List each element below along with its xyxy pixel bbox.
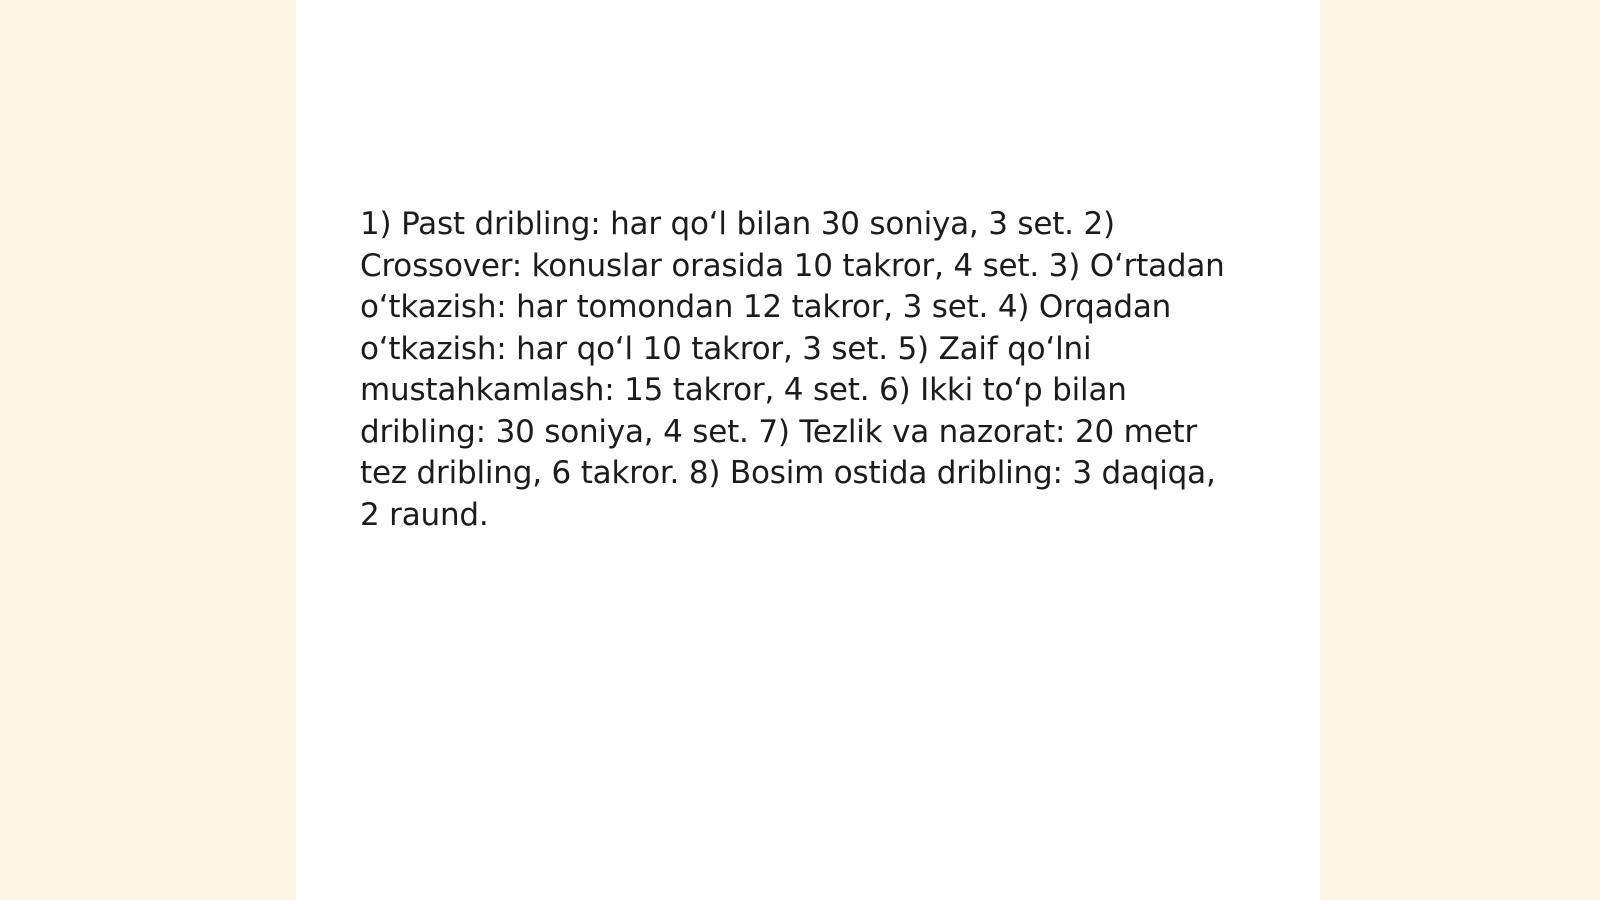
drill-list-paragraph: 1) Past dribling: har qo‘l bilan 30 soniya, 3 set. 2) Crossover: konuslar orasida 10 takror, 4 set. 3) O‘rtadan o‘tkazish: har tomondan 12 takror, 3 set. 4) Orqadan o‘tkazish: har qo‘l 10 takror, 3 set. 5) Zaif qo‘lni mustahkamlash: 15 takror, 4 set. 6) Ikki to‘p bilan dribling: 30 soniya, 4 set. 7) Tezlik va nazorat: 20 metr tez dribling, 6 takror. 8) Bosim ostida dribling: 3 daqiqa, 2 raund. (360, 206, 1225, 533)
document-page (296, 0, 1320, 900)
